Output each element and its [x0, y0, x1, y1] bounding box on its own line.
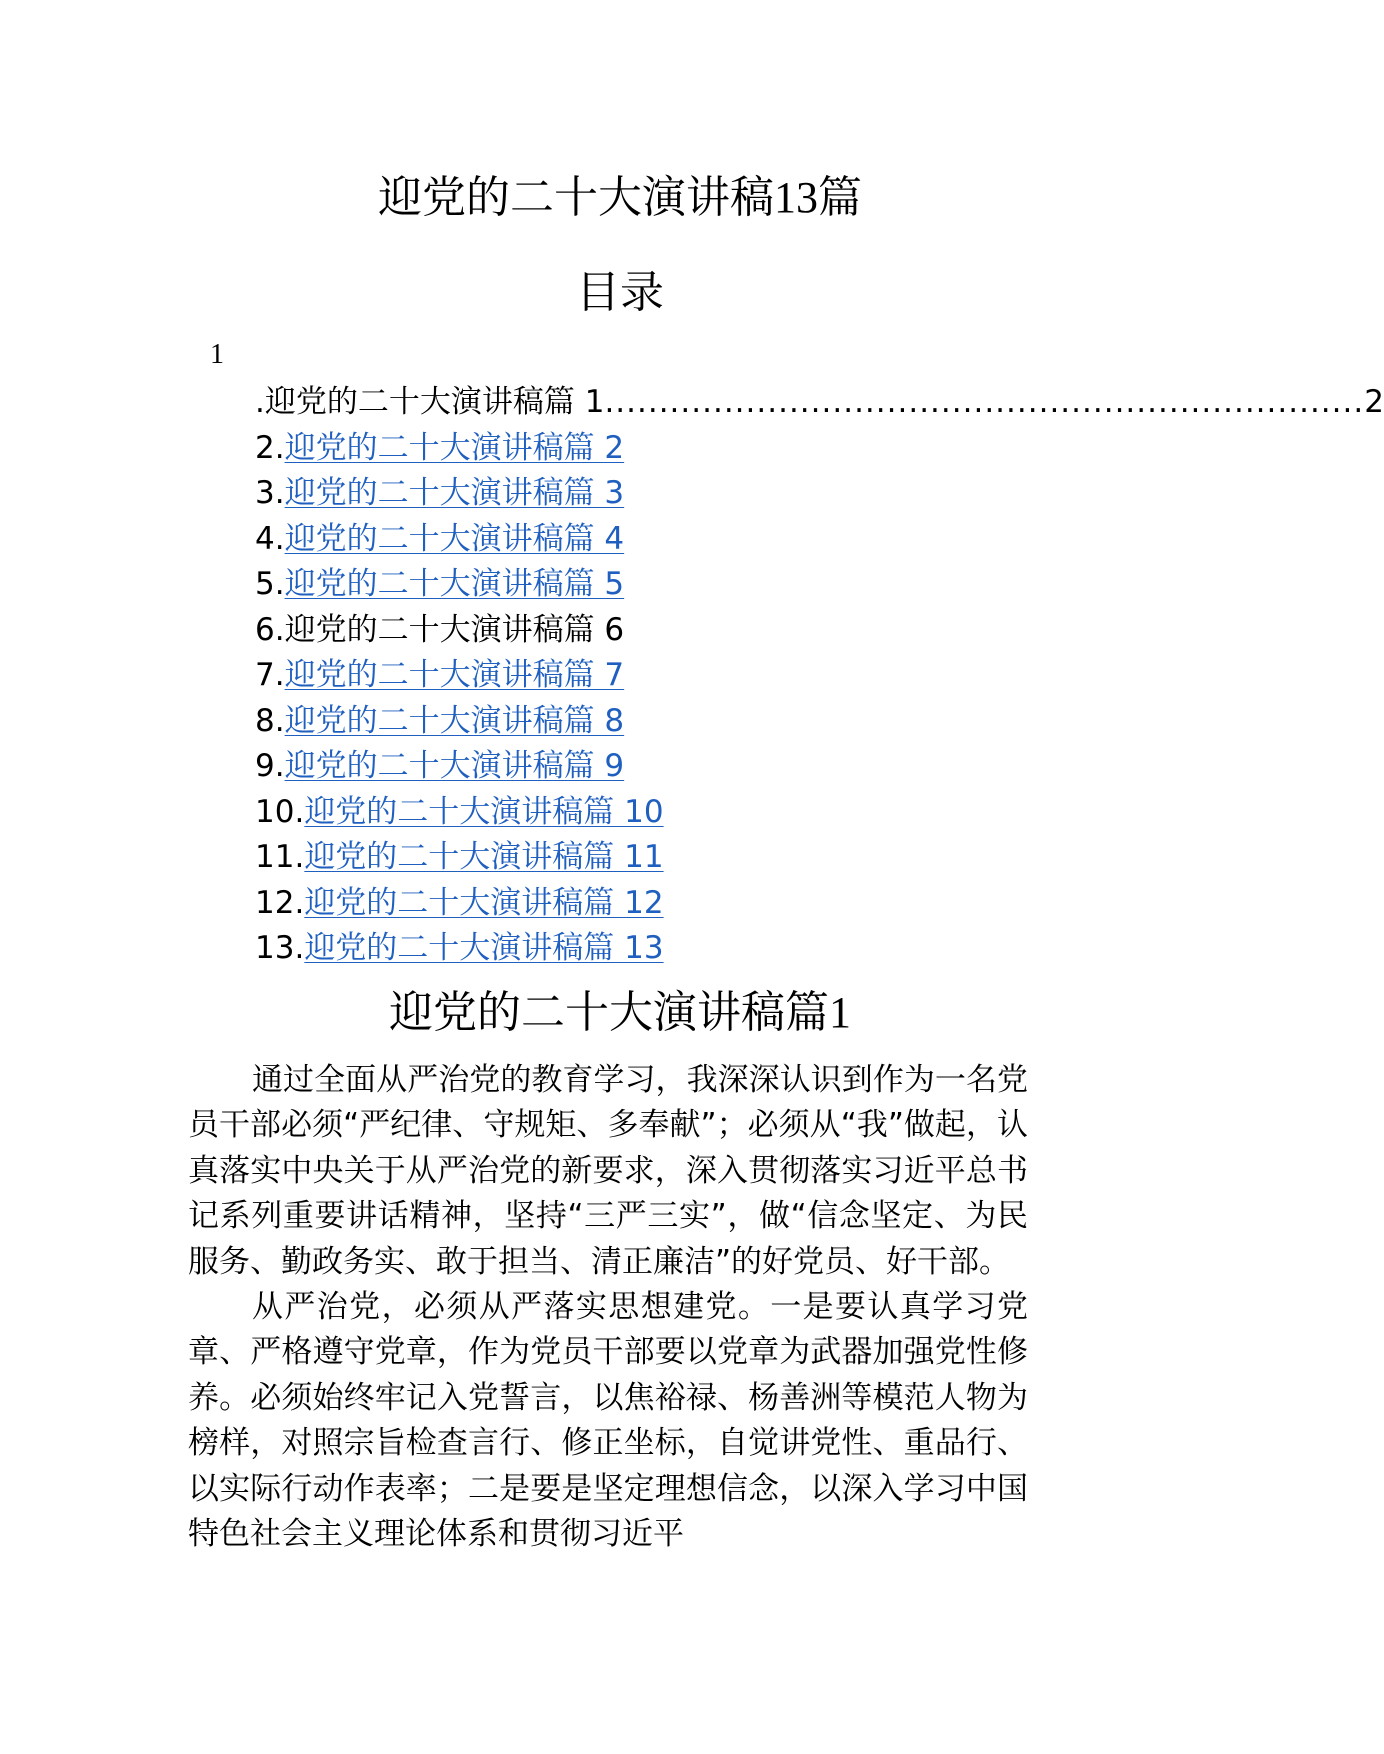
toc-link[interactable]: 迎党的二十大演讲稿篇 8: [284, 702, 625, 739]
toc-heading: 目录: [576, 267, 664, 318]
toc-item-12[interactable]: [255, 881, 1055, 927]
toc-link[interactable]: 迎党的二十大演讲稿篇 2: [284, 429, 625, 466]
toc-item-prefix: 10.: [255, 793, 305, 830]
toc-link[interactable]: 迎党的二十大演讲稿篇 11: [304, 839, 664, 875]
toc-item-1[interactable]: [255, 380, 1384, 426]
toc-item-prefix: 9.: [255, 748, 285, 784]
toc-item-label: 迎党的二十大演讲稿篇 1: [264, 384, 605, 420]
toc-link[interactable]: 迎党的二十大演讲稿篇 4: [284, 520, 625, 557]
toc-item-prefix: 2.: [255, 429, 285, 466]
toc-item-2[interactable]: [255, 426, 1055, 472]
document-title-suffix: 篇: [818, 172, 862, 223]
toc-item-prefix: 12.: [255, 884, 305, 921]
toc-item-5[interactable]: [255, 562, 1055, 608]
toc-link[interactable]: 迎党的二十大演讲稿篇 10: [304, 793, 664, 830]
toc-link[interactable]: 迎党的二十大演讲稿篇 9: [284, 748, 625, 784]
toc-stray-number: 1: [210, 339, 224, 370]
toc-item-prefix: 6.: [255, 611, 285, 648]
section-heading: [0, 983, 1240, 1043]
toc-item-4[interactable]: [255, 517, 1055, 563]
toc-dot-leader: ......................................................................: [604, 384, 1365, 420]
toc-item-10[interactable]: [255, 790, 1055, 836]
paragraph: 通过全面从严治党的教育学习，我深深认识到作为一名党员干部必须“严纪律、守规矩、多奉献”；必须从“我”做起，认真落实中央关于从严治党的新要求，深入贯彻落实习近平总书记系列重要讲话精神，坚持“三严三实”，做“信念坚定、为民服务、勤政务实、敢于担当、清正廉洁”的好党员、好干部。: [188, 1062, 1028, 1280]
toc-item-prefix: 11.: [255, 839, 305, 875]
section-heading-text: 迎党的二十大演讲稿篇: [389, 987, 829, 1038]
toc-link[interactable]: 迎党的二十大演讲稿篇 12: [304, 884, 664, 921]
toc-item-8[interactable]: [255, 699, 1055, 745]
toc-link[interactable]: 迎党的二十大演讲稿篇 5: [284, 566, 625, 602]
toc-item-7[interactable]: [255, 653, 1055, 699]
toc-link[interactable]: 迎党的二十大演讲稿篇 7: [284, 657, 625, 693]
toc-link[interactable]: 迎党的二十大演讲稿篇 3: [284, 475, 625, 511]
document-title: [0, 168, 1240, 228]
toc-item-prefix: 8.: [255, 702, 285, 739]
toc-page-number: 2: [1364, 384, 1384, 420]
toc-item-prefix: 4.: [255, 520, 285, 557]
toc-item-prefix: 3.: [255, 475, 285, 511]
document-title-text: 迎党的二十大演讲稿: [378, 172, 774, 223]
toc-item-prefix: .: [255, 384, 265, 420]
body-text: [188, 1058, 1028, 1557]
paragraph: 从严治党，必须从严落实思想建党。一是要认真学习党章、严格遵守党章，作为党员干部要以党章为武器加强党性修养。必须始终牢记入党誓言，以焦裕禄、杨善洲等模范人物为榜样，对照宗旨检查言行、修正坐标，自觉讲党性、重品行、以实际行动作表率；二是要是坚定理想信念，以深入学习中国特色社会主义理论体系和贯彻习近平: [188, 1289, 1028, 1553]
toc-item-3[interactable]: [255, 471, 1055, 517]
toc-item-prefix: 7.: [255, 657, 285, 693]
toc-item-label: 迎党的二十大演讲稿篇 6: [284, 611, 625, 648]
toc-link[interactable]: 迎党的二十大演讲稿篇 13: [304, 930, 664, 966]
document-title-number: 13: [774, 173, 818, 222]
toc-item-9[interactable]: [255, 744, 1055, 790]
section-heading-number: 1: [829, 988, 851, 1037]
toc-item-prefix: 13.: [255, 930, 305, 966]
toc-item-13[interactable]: [255, 926, 1055, 972]
toc-item-6: [255, 608, 1055, 654]
toc-item-11[interactable]: [255, 835, 1055, 881]
toc-item-prefix: 5.: [255, 566, 285, 602]
table-of-contents: [255, 380, 1384, 972]
